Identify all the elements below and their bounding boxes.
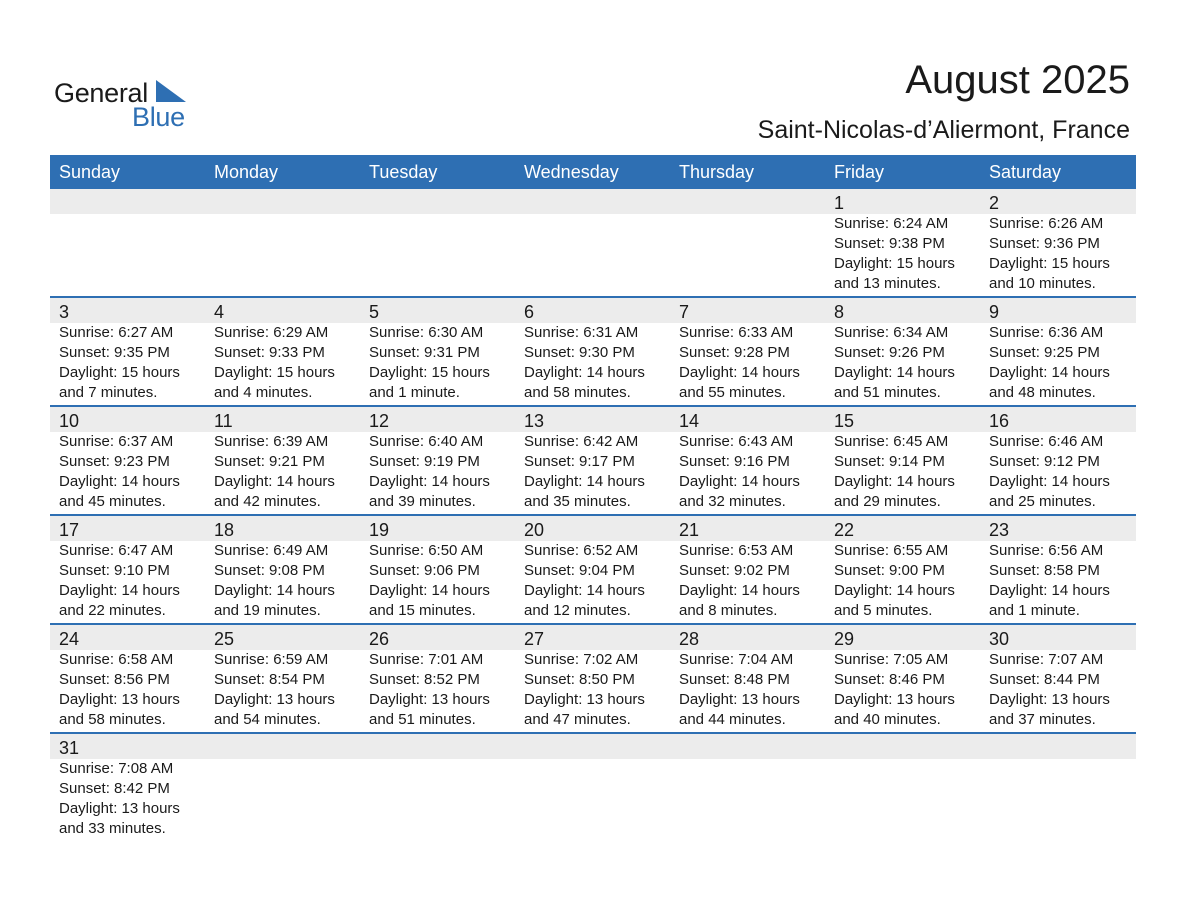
day-minutes-text: and 47 minutes. [524, 711, 631, 728]
day-daylight-text: Daylight: 13 hours [524, 691, 645, 708]
day-minutes-text: and 45 minutes. [59, 493, 166, 510]
day-daylight-text: Daylight: 13 hours [59, 800, 180, 817]
day-minutes-text: and 32 minutes. [679, 493, 786, 510]
day-daylight-text: Daylight: 14 hours [834, 364, 955, 381]
day-daylight-text: Daylight: 14 hours [834, 582, 955, 599]
day-number: 30 [989, 629, 1010, 649]
day-cell [205, 759, 360, 841]
calendar-location: Saint-Nicolas-d’Aliermont, France [757, 116, 1130, 144]
day-minutes-text: and 51 minutes. [369, 711, 476, 728]
day-minutes-text: and 19 minutes. [214, 602, 321, 619]
day-sunset-text: Sunset: 8:58 PM [989, 562, 1100, 579]
day-daylight-text: Daylight: 13 hours [59, 691, 180, 708]
day-minutes-text: and 7 minutes. [59, 384, 158, 401]
day-cell [980, 541, 1136, 623]
day-sunrise-text: Sunrise: 6:34 AM [834, 324, 949, 341]
day-number: 28 [679, 629, 700, 649]
day-number [670, 734, 825, 759]
day-sunset-text: Sunset: 8:56 PM [59, 671, 170, 688]
day-daylight-text: Daylight: 14 hours [679, 582, 800, 599]
day-number-band [50, 516, 1136, 541]
day-sunset-text: Sunset: 9:04 PM [524, 562, 635, 579]
day-number: 31 [59, 738, 80, 758]
day-number: 21 [679, 520, 700, 540]
day-minutes-text: and 22 minutes. [59, 602, 166, 619]
day-number [670, 189, 825, 214]
day-sunset-text: Sunset: 8:50 PM [524, 671, 635, 688]
weekday-tuesday: Tuesday [369, 162, 438, 182]
day-number: 19 [369, 520, 390, 540]
day-sunrise-text: Sunrise: 6:37 AM [59, 433, 174, 450]
day-number: 12 [369, 411, 390, 431]
day-number [360, 189, 515, 214]
day-sunset-text: Sunset: 9:08 PM [214, 562, 325, 579]
day-sunset-text: Sunset: 9:06 PM [369, 562, 480, 579]
logo-triangle-icon [156, 80, 186, 102]
day-sunrise-text: Sunrise: 6:45 AM [834, 433, 949, 450]
day-daylight-text: Daylight: 13 hours [214, 691, 335, 708]
day-number: 7 [679, 302, 690, 322]
calendar-week [50, 407, 1136, 516]
day-cell [50, 650, 205, 732]
day-daylight-text: Daylight: 14 hours [679, 473, 800, 490]
day-sunrise-text: Sunrise: 6:36 AM [989, 324, 1104, 341]
day-sunrise-text: Sunrise: 6:39 AM [214, 433, 329, 450]
day-number: 17 [59, 520, 80, 540]
day-number [50, 189, 205, 214]
day-number [515, 734, 670, 759]
day-cell [360, 432, 515, 514]
day-daylight-text: Daylight: 13 hours [679, 691, 800, 708]
day-sunrise-text: Sunrise: 6:42 AM [524, 433, 639, 450]
day-cell [825, 541, 980, 623]
day-sunrise-text: Sunrise: 6:46 AM [989, 433, 1104, 450]
day-sunrise-text: Sunrise: 6:31 AM [524, 324, 639, 341]
day-sunrise-text: Sunrise: 6:49 AM [214, 542, 329, 559]
day-sunrise-text: Sunrise: 6:27 AM [59, 324, 174, 341]
day-sunset-text: Sunset: 9:35 PM [59, 344, 170, 361]
day-cell [825, 759, 980, 841]
day-minutes-text: and 39 minutes. [369, 493, 476, 510]
day-cell [980, 650, 1136, 732]
day-number: 22 [834, 520, 855, 540]
day-number-band [50, 734, 1136, 759]
day-minutes-text: and 55 minutes. [679, 384, 786, 401]
day-cell [670, 432, 825, 514]
day-minutes-text: and 44 minutes. [679, 711, 786, 728]
day-cell [515, 650, 670, 732]
day-cell [360, 541, 515, 623]
day-sunrise-text: Sunrise: 6:53 AM [679, 542, 794, 559]
day-number [515, 189, 670, 214]
day-number: 11 [214, 411, 233, 431]
day-number: 6 [524, 302, 535, 322]
day-sunrise-text: Sunrise: 6:47 AM [59, 542, 174, 559]
day-daylight-text: Daylight: 14 hours [214, 582, 335, 599]
day-daylight-text: Daylight: 14 hours [989, 582, 1110, 599]
day-cell [825, 323, 980, 405]
day-sunset-text: Sunset: 9:25 PM [989, 344, 1100, 361]
day-number: 23 [989, 520, 1010, 540]
day-number [205, 189, 360, 214]
day-daylight-text: Daylight: 13 hours [989, 691, 1110, 708]
day-number: 20 [524, 520, 545, 540]
day-number: 15 [834, 411, 855, 431]
day-minutes-text: and 35 minutes. [524, 493, 631, 510]
day-minutes-text: and 12 minutes. [524, 602, 631, 619]
day-cell [825, 214, 980, 296]
calendar-week [50, 625, 1136, 734]
calendar-grid [50, 155, 1136, 841]
day-daylight-text: Daylight: 15 hours [369, 364, 490, 381]
day-number-band [50, 625, 1136, 650]
logo-general-text: General [54, 78, 148, 108]
calendar-title: August 2025 [905, 58, 1130, 102]
day-cell [980, 432, 1136, 514]
day-sunset-text: Sunset: 9:17 PM [524, 453, 635, 470]
day-cell [515, 214, 670, 296]
day-cell [515, 323, 670, 405]
day-sunrise-text: Sunrise: 7:07 AM [989, 651, 1104, 668]
day-number: 27 [524, 629, 545, 649]
day-minutes-text: and 1 minute. [369, 384, 460, 401]
day-sunset-text: Sunset: 8:52 PM [369, 671, 480, 688]
day-number: 26 [369, 629, 390, 649]
day-daylight-text: Daylight: 14 hours [989, 364, 1110, 381]
weekday-saturday: Saturday [989, 162, 1062, 182]
day-sunset-text: Sunset: 9:23 PM [59, 453, 170, 470]
day-number: 5 [369, 302, 380, 322]
brand-logo [54, 78, 194, 130]
day-sunset-text: Sunset: 9:16 PM [679, 453, 790, 470]
day-sunrise-text: Sunrise: 6:58 AM [59, 651, 174, 668]
calendar-week [50, 189, 1136, 298]
day-sunrise-text: Sunrise: 6:24 AM [834, 215, 949, 232]
day-minutes-text: and 33 minutes. [59, 820, 166, 837]
day-cell [360, 759, 515, 841]
day-minutes-text: and 5 minutes. [834, 602, 933, 619]
day-number: 8 [834, 302, 845, 322]
day-number: 14 [679, 411, 700, 431]
day-number: 24 [59, 629, 80, 649]
day-number: 4 [214, 302, 225, 322]
logo-blue-text: Blue [132, 102, 185, 132]
day-sunset-text: Sunset: 9:30 PM [524, 344, 635, 361]
day-sunset-text: Sunset: 8:46 PM [834, 671, 945, 688]
day-number: 10 [59, 411, 80, 431]
day-sunset-text: Sunset: 9:31 PM [369, 344, 480, 361]
day-sunset-text: Sunset: 9:19 PM [369, 453, 480, 470]
day-sunrise-text: Sunrise: 6:40 AM [369, 433, 484, 450]
weekday-monday: Monday [214, 162, 279, 182]
day-number: 9 [989, 302, 1000, 322]
day-cell [205, 432, 360, 514]
day-minutes-text: and 48 minutes. [989, 384, 1096, 401]
day-number [980, 734, 1136, 759]
day-cell [205, 323, 360, 405]
day-daylight-text: Daylight: 15 hours [214, 364, 335, 381]
day-sunset-text: Sunset: 9:26 PM [834, 344, 945, 361]
day-sunset-text: Sunset: 9:10 PM [59, 562, 170, 579]
day-cell [670, 759, 825, 841]
day-number: 25 [214, 629, 235, 649]
day-minutes-text: and 42 minutes. [214, 493, 321, 510]
day-sunrise-text: Sunrise: 7:01 AM [369, 651, 484, 668]
day-sunrise-text: Sunrise: 6:55 AM [834, 542, 949, 559]
day-cell [205, 650, 360, 732]
day-minutes-text: and 4 minutes. [214, 384, 313, 401]
day-sunrise-text: Sunrise: 6:30 AM [369, 324, 484, 341]
day-sunset-text: Sunset: 9:36 PM [989, 235, 1100, 252]
day-sunset-text: Sunset: 9:21 PM [214, 453, 325, 470]
day-number-band [50, 298, 1136, 323]
day-sunset-text: Sunset: 9:28 PM [679, 344, 790, 361]
day-minutes-text: and 8 minutes. [679, 602, 778, 619]
day-daylight-text: Daylight: 15 hours [59, 364, 180, 381]
day-sunset-text: Sunset: 9:38 PM [834, 235, 945, 252]
day-daylight-text: Daylight: 15 hours [834, 255, 955, 272]
day-minutes-text: and 37 minutes. [989, 711, 1096, 728]
day-minutes-text: and 13 minutes. [834, 275, 941, 292]
day-daylight-text: Daylight: 15 hours [989, 255, 1110, 272]
day-daylight-text: Daylight: 14 hours [524, 473, 645, 490]
day-number: 16 [989, 411, 1010, 431]
day-info-row [50, 323, 1136, 405]
day-sunrise-text: Sunrise: 7:02 AM [524, 651, 639, 668]
day-minutes-text: and 54 minutes. [214, 711, 321, 728]
day-minutes-text: and 25 minutes. [989, 493, 1096, 510]
day-sunset-text: Sunset: 8:42 PM [59, 780, 170, 797]
day-minutes-text: and 10 minutes. [989, 275, 1096, 292]
calendar-week [50, 734, 1136, 841]
day-sunrise-text: Sunrise: 7:04 AM [679, 651, 794, 668]
day-minutes-text: and 15 minutes. [369, 602, 476, 619]
day-daylight-text: Daylight: 14 hours [989, 473, 1110, 490]
day-cell [980, 214, 1136, 296]
day-daylight-text: Daylight: 14 hours [679, 364, 800, 381]
day-daylight-text: Daylight: 13 hours [369, 691, 490, 708]
day-number-band [50, 407, 1136, 432]
day-sunrise-text: Sunrise: 6:52 AM [524, 542, 639, 559]
day-info-row [50, 432, 1136, 514]
day-sunset-text: Sunset: 9:12 PM [989, 453, 1100, 470]
day-sunrise-text: Sunrise: 6:59 AM [214, 651, 329, 668]
day-info-row [50, 214, 1136, 296]
day-daylight-text: Daylight: 14 hours [59, 582, 180, 599]
day-sunset-text: Sunset: 9:00 PM [834, 562, 945, 579]
day-daylight-text: Daylight: 14 hours [524, 582, 645, 599]
day-number [205, 734, 360, 759]
weekday-wednesday: Wednesday [524, 162, 619, 182]
day-cell [360, 650, 515, 732]
day-cell [50, 432, 205, 514]
day-minutes-text: and 40 minutes. [834, 711, 941, 728]
day-cell [50, 323, 205, 405]
day-info-row [50, 759, 1136, 841]
day-sunset-text: Sunset: 8:54 PM [214, 671, 325, 688]
day-cell [515, 432, 670, 514]
day-minutes-text: and 1 minute. [989, 602, 1080, 619]
day-daylight-text: Daylight: 14 hours [59, 473, 180, 490]
day-daylight-text: Daylight: 14 hours [369, 582, 490, 599]
calendar-week [50, 298, 1136, 407]
day-daylight-text: Daylight: 13 hours [834, 691, 955, 708]
weekday-sunday: Sunday [59, 162, 121, 182]
day-cell [205, 541, 360, 623]
day-cell [360, 214, 515, 296]
day-cell [825, 432, 980, 514]
day-sunset-text: Sunset: 8:48 PM [679, 671, 790, 688]
day-number: 29 [834, 629, 855, 649]
day-number [825, 734, 980, 759]
day-cell [205, 214, 360, 296]
day-sunset-text: Sunset: 9:14 PM [834, 453, 945, 470]
day-number: 13 [524, 411, 545, 431]
day-minutes-text: and 51 minutes. [834, 384, 941, 401]
weeks-container [50, 189, 1136, 841]
day-cell [515, 759, 670, 841]
day-sunrise-text: Sunrise: 6:26 AM [989, 215, 1104, 232]
day-minutes-text: and 29 minutes. [834, 493, 941, 510]
day-cell [980, 323, 1136, 405]
day-minutes-text: and 58 minutes. [524, 384, 631, 401]
day-number: 2 [989, 193, 1000, 213]
day-sunset-text: Sunset: 9:02 PM [679, 562, 790, 579]
day-number-band [50, 189, 1136, 214]
day-sunset-text: Sunset: 9:33 PM [214, 344, 325, 361]
day-sunrise-text: Sunrise: 6:33 AM [679, 324, 794, 341]
day-cell [670, 541, 825, 623]
day-sunrise-text: Sunrise: 7:05 AM [834, 651, 949, 668]
day-daylight-text: Daylight: 14 hours [369, 473, 490, 490]
day-daylight-text: Daylight: 14 hours [834, 473, 955, 490]
day-cell [980, 759, 1136, 841]
day-cell [515, 541, 670, 623]
day-daylight-text: Daylight: 14 hours [524, 364, 645, 381]
weekday-header [50, 155, 1136, 189]
day-sunrise-text: Sunrise: 6:29 AM [214, 324, 329, 341]
day-number [360, 734, 515, 759]
day-cell [670, 323, 825, 405]
day-info-row [50, 541, 1136, 623]
day-sunrise-text: Sunrise: 6:56 AM [989, 542, 1104, 559]
day-cell [50, 759, 205, 841]
day-minutes-text: and 58 minutes. [59, 711, 166, 728]
day-sunrise-text: Sunrise: 7:08 AM [59, 760, 174, 777]
calendar-week [50, 516, 1136, 625]
day-daylight-text: Daylight: 14 hours [214, 473, 335, 490]
day-cell [50, 214, 205, 296]
day-sunset-text: Sunset: 8:44 PM [989, 671, 1100, 688]
day-sunrise-text: Sunrise: 6:50 AM [369, 542, 484, 559]
day-cell [670, 650, 825, 732]
day-sunrise-text: Sunrise: 6:43 AM [679, 433, 794, 450]
weekday-friday: Friday [834, 162, 885, 182]
day-number: 18 [214, 520, 235, 540]
day-number: 3 [59, 302, 70, 322]
day-cell [360, 323, 515, 405]
day-cell [50, 541, 205, 623]
day-info-row [50, 650, 1136, 732]
day-cell [670, 214, 825, 296]
day-cell [825, 650, 980, 732]
weekday-thursday: Thursday [679, 162, 755, 182]
day-number: 1 [834, 193, 845, 213]
